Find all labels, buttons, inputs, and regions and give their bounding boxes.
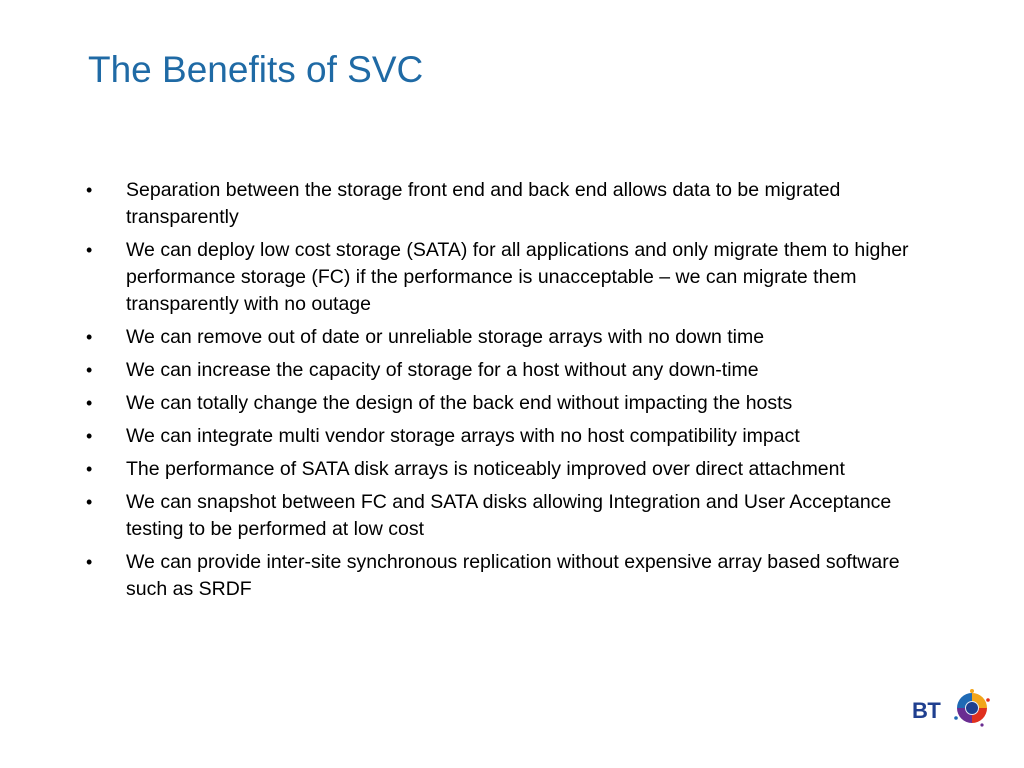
bullet-text: We can snapshot between FC and SATA disks allowing Integration and User Acceptance testing to be performed at low cost [126, 491, 892, 540]
bullet-list [86, 177, 946, 609]
bullet-item [86, 177, 946, 231]
bullet-item [86, 324, 946, 351]
bullet-icon: • [86, 492, 93, 512]
bullet-item [86, 489, 946, 543]
bullet-text: We can remove out of date or unreliable storage arrays with no down time [126, 326, 765, 348]
bullet-icon: • [86, 393, 93, 413]
bt-logo-text: BT [912, 698, 941, 723]
bullet-item [86, 237, 946, 318]
bullet-item [86, 390, 946, 417]
bullet-icon: • [86, 240, 93, 260]
bullet-text: Separation between the storage front end and back end allows data to be migrated transparently [126, 179, 841, 228]
bullet-icon: • [86, 360, 93, 380]
bullet-text: We can deploy low cost storage (SATA) for all applications and only migrate them to higher performance storage (FC) if the performance is unacceptable – we can migrate them transparently with no outage [126, 239, 909, 315]
bullet-item [86, 357, 946, 384]
bullet-text: We can integrate multi vendor storage arrays with no host compatibility impact [126, 425, 800, 447]
bullet-icon: • [86, 426, 93, 446]
bullet-item [86, 549, 946, 603]
bullet-icon: • [86, 180, 93, 200]
bt-globe-icon [952, 688, 992, 728]
bullet-icon: • [86, 459, 93, 479]
bullet-text: The performance of SATA disk arrays is noticeably improved over direct attachment [126, 458, 845, 480]
bullet-text: We can totally change the design of the back end without impacting the hosts [126, 392, 793, 414]
bullet-text: We can provide inter-site synchronous replication without expensive array based software such as SRDF [126, 551, 900, 600]
bullet-text: We can increase the capacity of storage for a host without any down-time [126, 359, 759, 381]
bullet-icon: • [86, 552, 93, 572]
slide-title: The Benefits of SVC [88, 49, 424, 90]
bullet-item [86, 423, 946, 450]
bullet-item [86, 456, 946, 483]
bt-logo [912, 688, 992, 732]
bullet-icon: • [86, 327, 93, 347]
